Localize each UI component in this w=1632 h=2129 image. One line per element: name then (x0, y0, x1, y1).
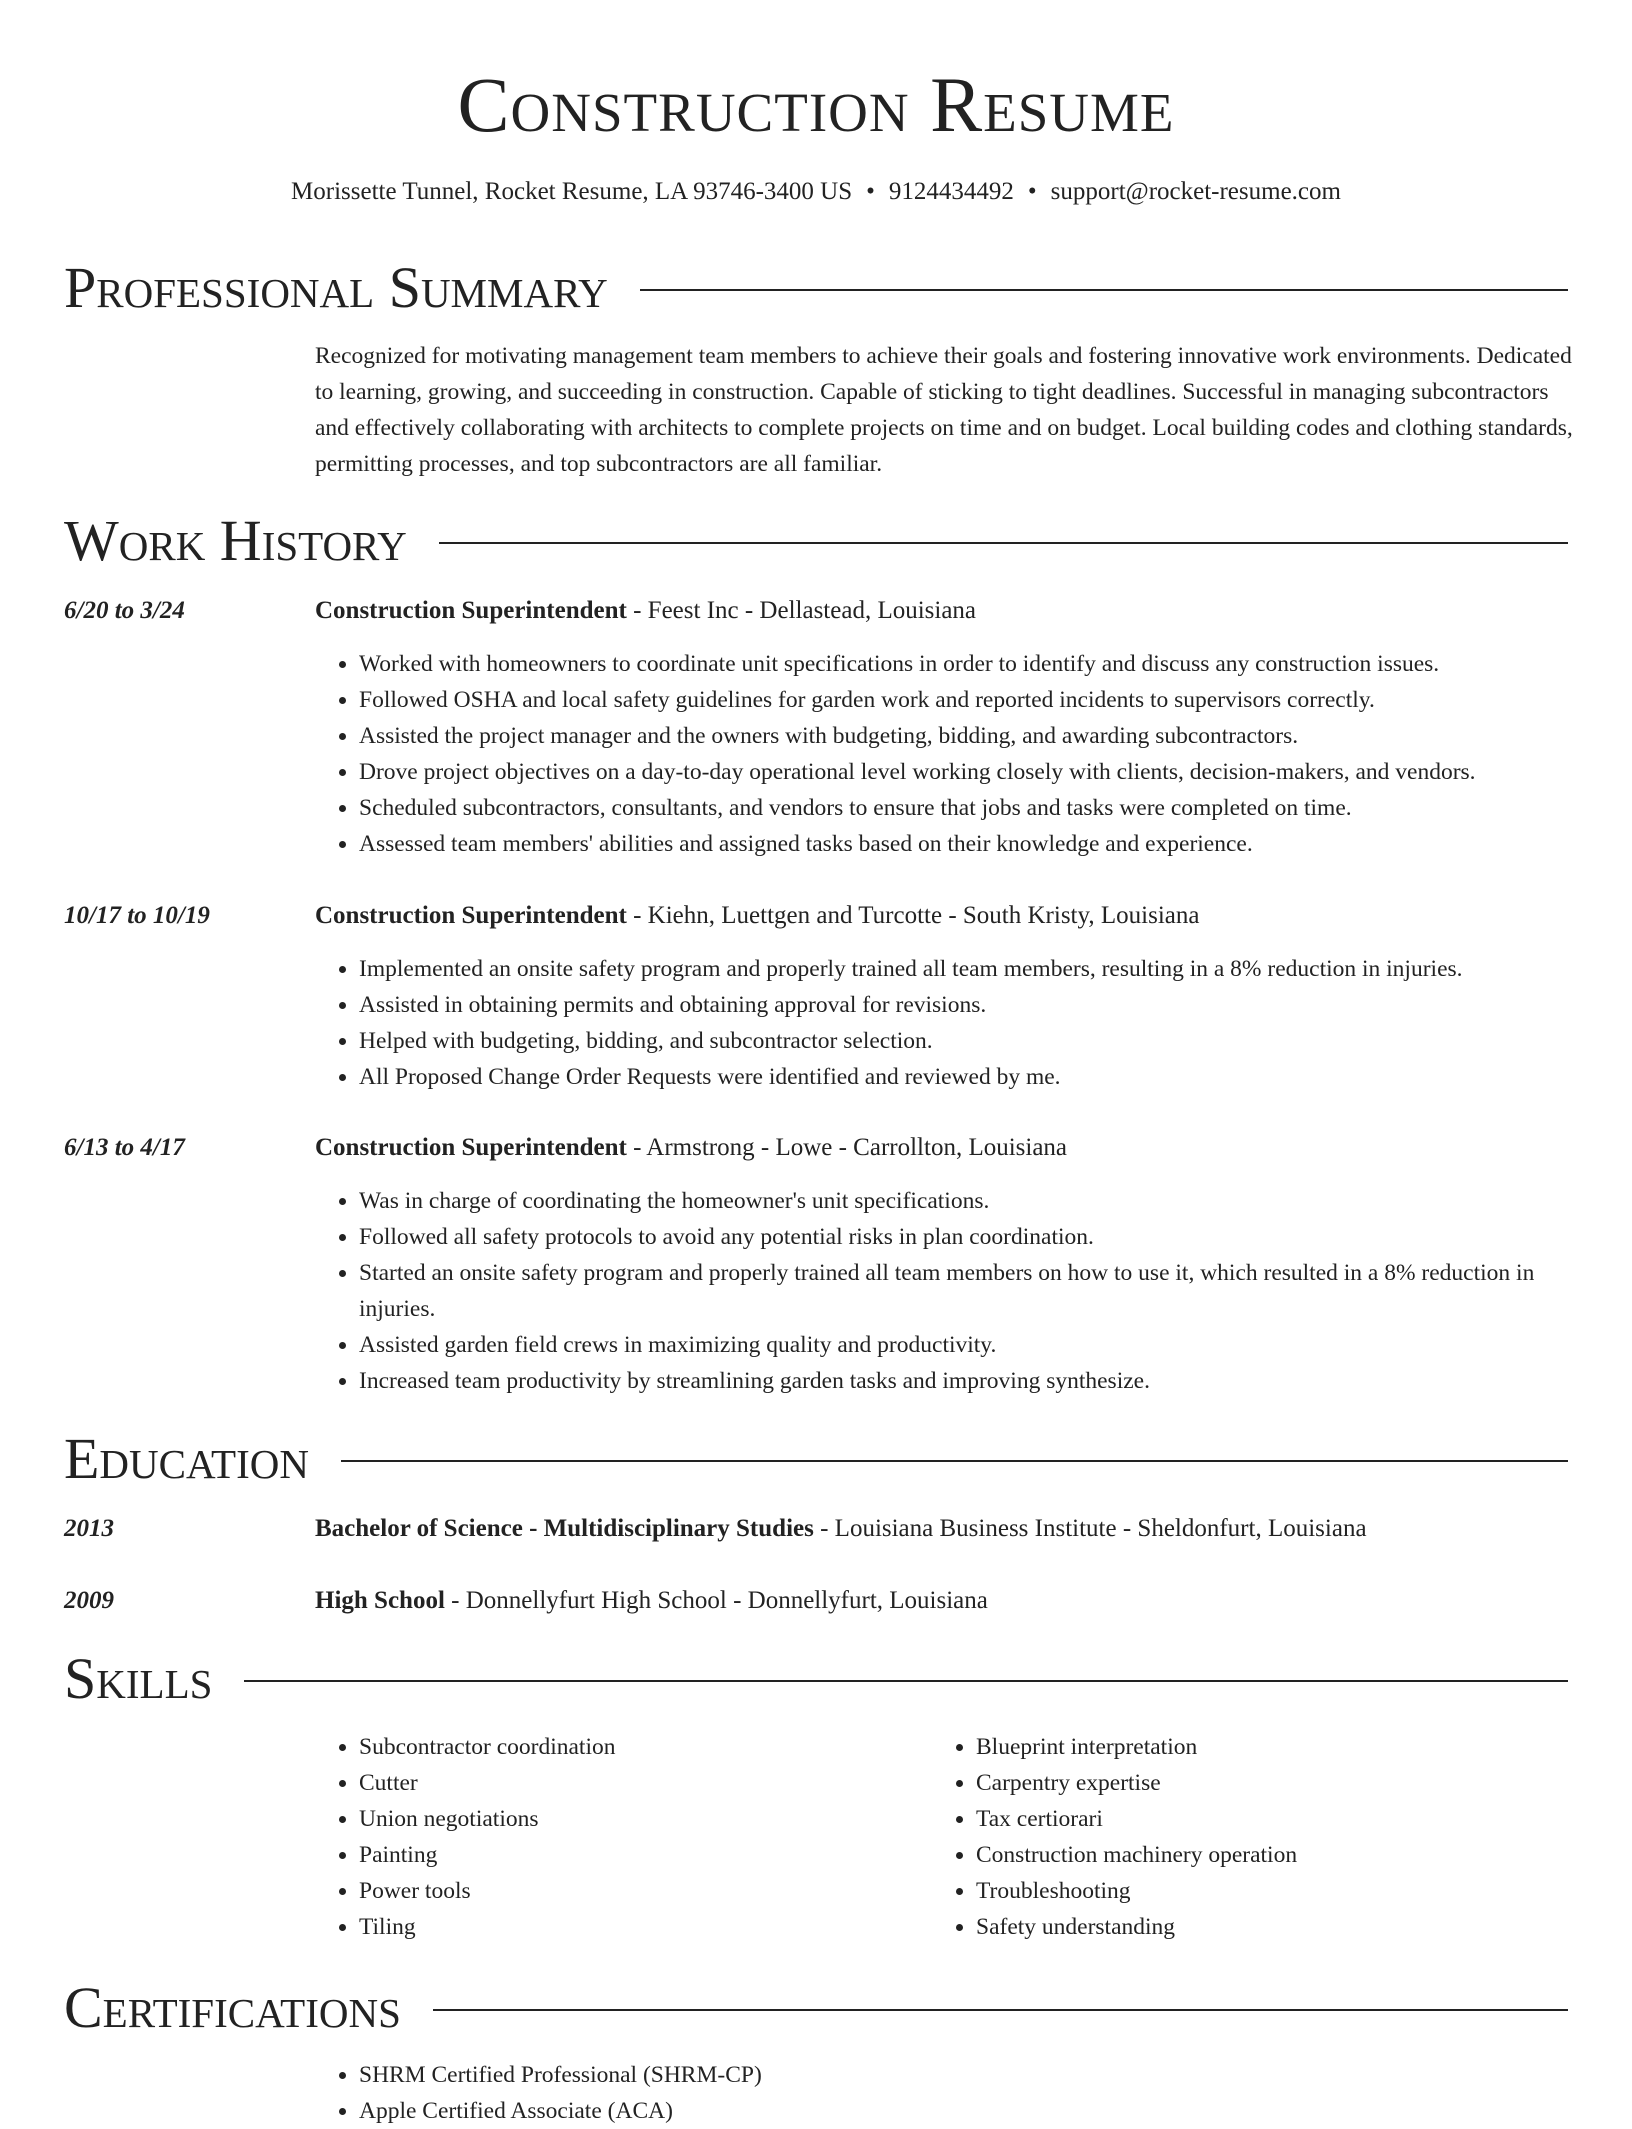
contact-phone: 9124434492 (888, 178, 1014, 205)
skill-item: • Cutter (359, 1765, 959, 1801)
education-degree: Bachelor of Science - Multidisciplinary Studies (315, 1515, 814, 1542)
job-bullets (315, 646, 1614, 862)
list-item: • Followed all safety protocols to avoid any potential risks in plan coordination. (359, 1219, 1614, 1255)
section-title: Work History (64, 508, 407, 573)
list-item: • Assisted in obtaining permits and obtaining approval for revisions. (359, 987, 1614, 1023)
skill-item: • Union negotiations (359, 1801, 959, 1837)
list-item: • Scheduled subcontractors, consultants, and vendors to ensure that jobs and tasks were completed on time. (359, 790, 1614, 826)
section-heading-skills (64, 1644, 1568, 1714)
job-title: Construction Superintendent (315, 902, 627, 929)
list-item: • Helped with budgeting, bidding, and subcontractor selection. (359, 1023, 1614, 1059)
section-heading-summary (64, 253, 1568, 323)
job-details: - Armstrong - Lowe - Carrollton, Louisiana (626, 1134, 1068, 1161)
job-bullets (315, 1183, 1614, 1399)
job-title: Construction Superintendent (315, 1134, 627, 1161)
section-title: Professional Summary (64, 255, 608, 320)
list-item: • Was in charge of coordinating the homeowner's unit specifications. (359, 1183, 1614, 1219)
contact-email[interactable]: support@rocket-resume.com (1050, 178, 1341, 205)
skill-item: • Safety understanding (976, 1909, 1596, 1945)
skill-item: • Power tools (359, 1873, 959, 1909)
section-heading-work-history (64, 506, 1568, 576)
job-heading (315, 1130, 1575, 1166)
section-title: Skills (64, 1646, 213, 1711)
job-bullets (315, 951, 1614, 1095)
resume-title: Construction Resume (457, 61, 1175, 148)
contact-address: Morissette Tunnel, Rocket Resume, LA 93746-3400 US (291, 178, 853, 205)
skill-item: • Carpentry expertise (976, 1765, 1596, 1801)
job-heading (315, 898, 1575, 934)
section-divider (439, 542, 1568, 544)
list-item: • Assessed team members' abilities and assigned tasks based on their knowledge and experience. (359, 826, 1614, 862)
list-item: • All Proposed Change Order Requests were identified and reviewed by me. (359, 1059, 1614, 1095)
job-details: - Kiehn, Luettgen and Turcotte - South Kristy, Louisiana (626, 902, 1200, 929)
skill-item: • Tax certiorari (976, 1801, 1596, 1837)
section-divider (341, 1460, 1568, 1462)
section-divider (640, 289, 1568, 291)
education-degree: High School (315, 1587, 445, 1614)
education-entry (315, 1511, 1575, 1547)
contact-separator: • (1027, 178, 1037, 205)
section-heading-education (64, 1424, 1568, 1494)
list-item: • Started an onsite safety program and properly trained all team members on how to use it, which resulted in a 8% reduction in injuries. (359, 1255, 1614, 1327)
job-dates: 10/17 to 10/19 (64, 902, 210, 929)
contact-separator: • (866, 178, 875, 205)
job-dates: 6/20 to 3/24 (64, 597, 185, 624)
certification-item: • Apple Certified Associate (ACA) (359, 2093, 1614, 2129)
education-entry (315, 1583, 1575, 1619)
education-details: - Louisiana Business Institute - Sheldonfurt, Louisiana (813, 1515, 1367, 1542)
section-heading-certifications (64, 1973, 1568, 2043)
skill-item: • Tiling (359, 1909, 959, 1945)
skill-item: • Painting (359, 1837, 959, 1873)
list-item: • Followed OSHA and local safety guidelines for garden work and reported incidents to supervisors correctly. (359, 682, 1614, 718)
summary-text: Recognized for motivating management team members to achieve their goals and fostering innovative work environments. Dedicated to learning, growing, and succeeding in construction. Capable of sticking to tight deadlines. Successful in managing subcontractors and effectively collaborating with architects to complete projects on time and on budget. Local building codes and clothing standards, permitting processes, and top subcontractors are all familiar. (315, 343, 1573, 477)
contact-line (64, 175, 1568, 209)
job-dates: 6/13 to 4/17 (64, 1134, 185, 1161)
job-title: Construction Superintendent (315, 597, 627, 624)
list-item: • Assisted the project manager and the owners with budgeting, bidding, and awarding subcontractors. (359, 718, 1614, 754)
certification-item: • SHRM Certified Professional (SHRM-CP) (359, 2057, 1614, 2093)
section-divider (244, 1680, 1568, 1682)
section-title: Education (64, 1426, 309, 1491)
job-heading (315, 593, 1575, 629)
section-title: Certifications (64, 1975, 401, 2040)
education-year: 2009 (64, 1587, 114, 1614)
job-details: - Feest Inc - Dellastead, Louisiana (626, 597, 977, 624)
education-details: - Donnellyfurt High School - Donnellyfurt, Louisiana (444, 1587, 988, 1614)
list-item: • Drove project objectives on a day-to-day operational level working closely with clients, decision-makers, and vendors. (359, 754, 1614, 790)
skill-item: • Subcontractor coordination (359, 1729, 959, 1765)
list-item: • Increased team productivity by streamlining garden tasks and improving synthesize. (359, 1363, 1614, 1399)
skills-list-left (315, 1729, 959, 1945)
skills-list-right (932, 1729, 1596, 1945)
skill-item: • Blueprint interpretation (976, 1729, 1596, 1765)
skill-item: • Troubleshooting (976, 1873, 1596, 1909)
skill-item: • Construction machinery operation (976, 1837, 1596, 1873)
education-year: 2013 (64, 1515, 114, 1542)
list-item: • Implemented an onsite safety program and properly trained all team members, resulting in a 8% reduction in injuries. (359, 951, 1614, 987)
list-item: • Assisted garden field crews in maximizing quality and productivity. (359, 1327, 1614, 1363)
section-divider (433, 2009, 1568, 2011)
list-item: • Worked with homeowners to coordinate unit specifications in order to identify and discuss any construction issues. (359, 646, 1614, 682)
certifications-list (315, 2057, 1614, 2129)
